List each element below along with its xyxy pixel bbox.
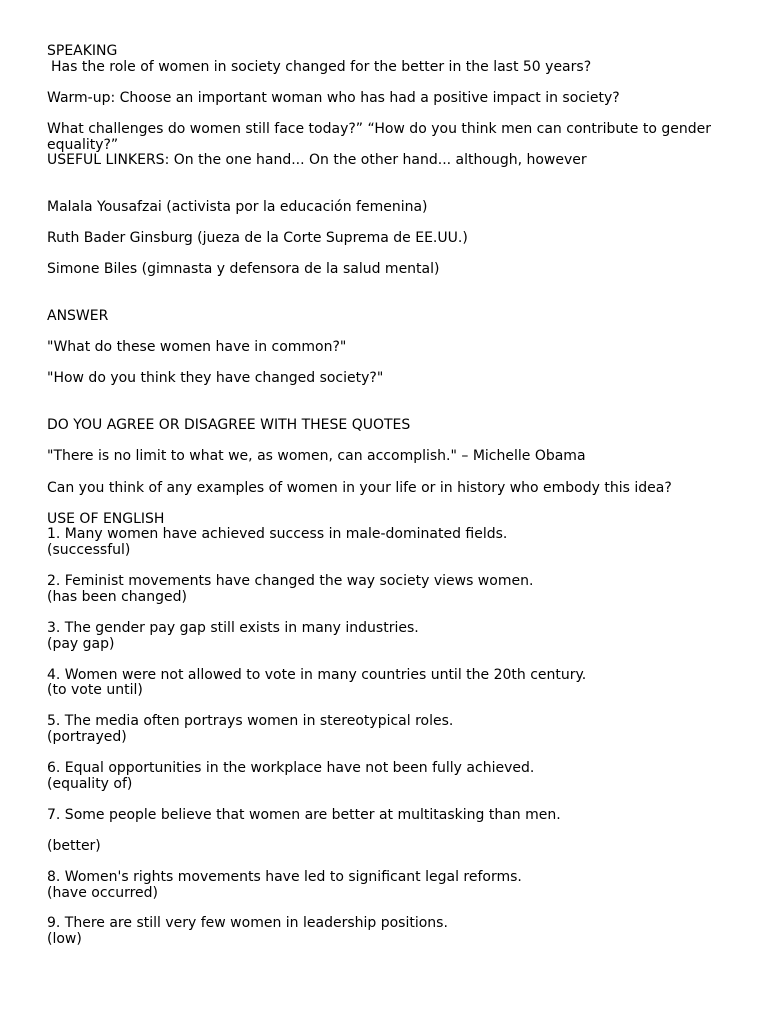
use-of-english-heading: USE OF ENGLISH bbox=[47, 511, 165, 527]
exercise-cue: (have occurred) bbox=[47, 885, 159, 901]
exercise-cue: (pay gap) bbox=[47, 636, 115, 652]
answer-question: "What do these women have in common?" bbox=[47, 339, 347, 355]
exercise-sentence: 9. There are still very few women in leadership positions. bbox=[47, 915, 448, 931]
woman-item: Ruth Bader Ginsburg (jueza de la Corte Suprema de EE.UU.) bbox=[47, 230, 468, 246]
exercise-cue: (equality of) bbox=[47, 776, 133, 792]
useful-linkers: USEFUL LINKERS: On the one hand... On the other hand... although, however bbox=[47, 152, 587, 168]
exercise-sentence: 3. The gender pay gap still exists in many industries. bbox=[47, 620, 419, 636]
warmup-text: Warm-up: Choose an important woman who has had a positive impact in society? bbox=[47, 90, 620, 106]
answer-question: "How do you think they have changed society?" bbox=[47, 370, 384, 386]
exercise-sentence: 1. Many women have achieved success in male-dominated fields. bbox=[47, 526, 508, 542]
woman-item: Malala Yousafzai (activista por la educación femenina) bbox=[47, 199, 428, 215]
quotes-heading: DO YOU AGREE OR DISAGREE WITH THESE QUOTES bbox=[47, 417, 411, 433]
woman-item: Simone Biles (gimnasta y defensora de la salud mental) bbox=[47, 261, 440, 277]
exercise-sentence: 8. Women's rights movements have led to significant legal reforms. bbox=[47, 869, 522, 885]
exercise-sentence: 5. The media often portrays women in stereotypical roles. bbox=[47, 713, 454, 729]
exercise-sentence: 6. Equal opportunities in the workplace have not been fully achieved. bbox=[47, 760, 535, 776]
exercise-sentence: 4. Women were not allowed to vote in many countries until the 20th century. bbox=[47, 667, 587, 683]
quote-text: "There is no limit to what we, as women, can accomplish." – Michelle Obama bbox=[47, 448, 586, 464]
exercise-cue: (has been changed) bbox=[47, 589, 187, 605]
exercise-cue: (to vote until) bbox=[47, 682, 143, 698]
exercise-cue: (portrayed) bbox=[47, 729, 127, 745]
exercise-sentence: 7. Some people believe that women are better at multitasking than men. bbox=[47, 807, 561, 823]
exercise-sentence: 2. Feminist movements have changed the way society views women. bbox=[47, 573, 534, 589]
answer-heading: ANSWER bbox=[47, 308, 109, 324]
speaking-heading: SPEAKING bbox=[47, 43, 118, 59]
speaking-question: Has the role of women in society changed for the better in the last 50 years? bbox=[51, 59, 592, 75]
challenges-text-line2: equality?” bbox=[47, 137, 119, 153]
challenges-text-line1: What challenges do women still face today?” “How do you think men can contribute to gender bbox=[47, 121, 711, 137]
exercise-cue: (better) bbox=[47, 838, 101, 854]
quote-followup: Can you think of any examples of women in your life or in history who embody this idea? bbox=[47, 480, 672, 496]
exercise-cue: (successful) bbox=[47, 542, 131, 558]
exercise-cue: (low) bbox=[47, 931, 82, 947]
